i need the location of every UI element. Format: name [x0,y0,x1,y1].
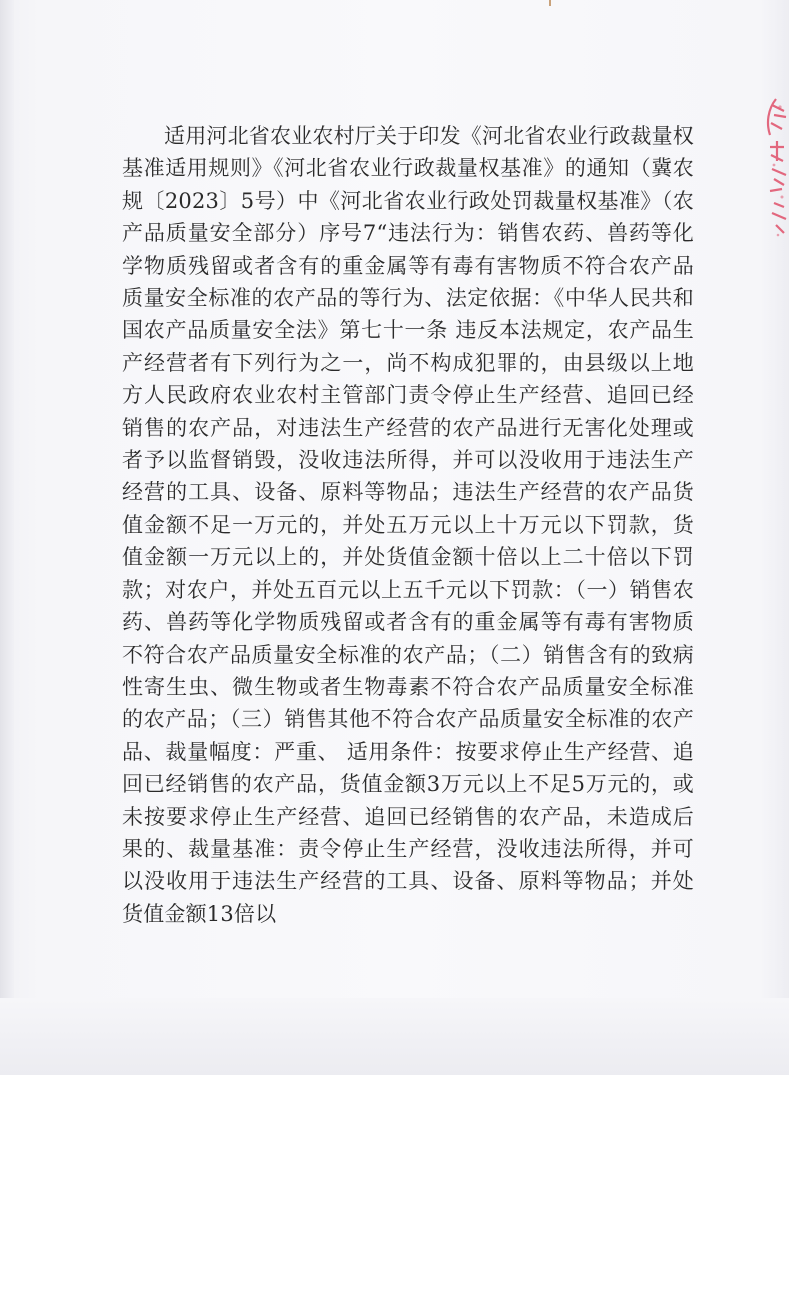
scan-left-edge [0,0,14,1075]
document-paragraph: 适用河北省农业农村厅关于印发《河北省农业行政裁量权基准适用规则》《河北省农业行政裁量权基准》的通知（冀农规〔2023〕5号）中《河北省农业行政处罚裁量权基准》（农产品质量安全部分）序号7“违法行为：销售农药、兽药等化学物质残留或者含有的重金属等有毒有害物质不符合农产品质量安全标准的农产品的等行为、法定依据：《中华人民共和国农产品质量安全法》第七十一条 违反本法规定，农产品生产经营者有下列行为之一，尚不构成犯罪的，由县级以上地方人民政府农业农村主管部门责令停止生产经营、追回已经销售的农产品，对违法生产经营的农产品进行无害化处理或者予以监督销毁，没收违法所得，并可以没收用于违法生产经营的工具、设备、原料等物品；违法生产经营的农产品货值金额不足一万元的，并处五万元以上十万元以下罚款，货值金额一万元以上的，并处货值金额十倍以上二十倍以下罚款；对农户，并处五百元以上五千元以下罚款：（一）销售农药、兽药等化学物质残留或者含有的重金属等有毒有害物质不符合农产品质量安全标准的农产品；（二）销售含有的致病性寄生虫、微生物或者生物毒素不符合农产品质量安全标准的农产品；（三）销售其他不符合农产品质量安全标准的农产品、裁量幅度：严重、 适用条件：按要求停止生产经营、追回已经销售的农产品，货值金额3万元以上不足5万元的，或未按要求停止生产经营、追回已经销售的农产品，未造成后果的、裁量基准：责令停止生产经营，没收违法所得，并可以没收用于违法生产经营的工具、设备、原料等物品；并处货值金额13倍以 [122,124,694,926]
scan-top-mark [549,0,551,6]
red-seal-fragment-icon [762,95,789,245]
scan-bottom-margin [0,998,789,1075]
